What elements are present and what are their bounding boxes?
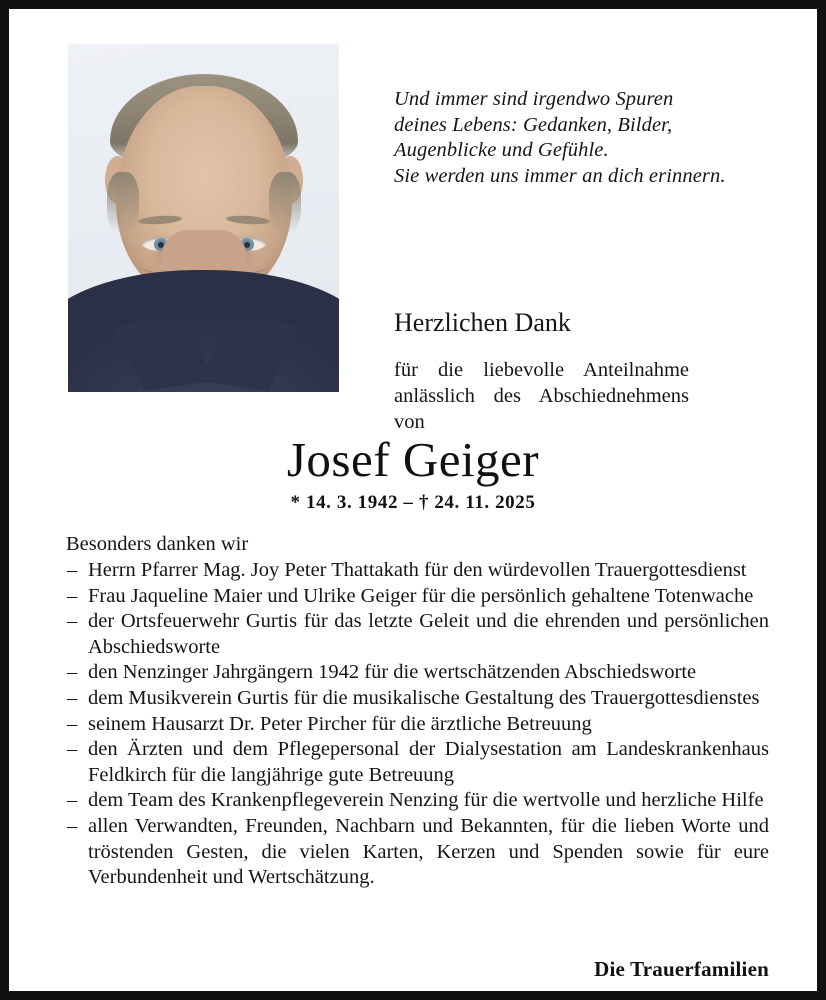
verse-line-2: deines Lebens: Gedanken, Bilder, [394,113,673,136]
thanks-list-item-text: allen Verwandten, Freunden, Nachbarn und Bekannten, für die lieben Worte und tröstenden Gesten, die vielen Karten, Kerzen und Spenden sowie für eure Verbundenheit und Wertschätzung. [88,814,769,889]
thanks-list-item-text: Herrn Pfarrer Mag. Joy Peter Thattakath für den würdevollen Trauergottesdienst [88,559,747,581]
list-bullet-dash: – [67,686,78,709]
thanks-list-item [66,686,769,712]
thanks-heading: Herzlichen Dank [394,308,571,337]
hair-side-left [107,172,139,234]
thanks-subtitle: für die liebevolle Anteilnahme anlässlich des Abschiednehmens von [394,359,689,433]
thanks-list-item [66,609,769,660]
thanks-list-item [66,814,769,891]
verse-line-1: Und immer sind irgendwo Spuren [394,88,674,110]
signoff: Die Trauerfamilien [594,957,769,981]
thanks-list-item-text: Frau Jaqueline Maier und Ulrike Geiger für die persönlich gehaltene Totenwache [88,584,754,607]
thanks-list-item-text: den Ärzten und dem Pflegepersonal der Dialysestation am Landeskrankenhaus Feldkirch für die langjährige gute Betreuung [88,738,769,786]
verse-line-4: Sie werden uns immer an dich erinnern. [394,164,726,187]
memorial-verse [394,87,784,189]
thanks-list-item [66,737,769,788]
list-bullet-dash: – [67,661,78,684]
portrait-illustration [68,44,339,392]
list-intro: Besonders danken wir [66,533,249,555]
list-bullet-dash: – [67,584,78,607]
portrait-photo [68,44,339,392]
thanks-list-item [66,660,769,686]
thanks-list [66,558,769,891]
deceased-dates: * 14. 3. 1942 – † 24. 11. 2025 [290,492,536,513]
list-bullet-dash: – [67,610,78,633]
thanks-list-item [66,788,769,814]
thanks-list-item-text: seinem Hausarzt Dr. Peter Pircher für die ärztliche Betreuung [88,712,592,735]
thanks-list-item-text: dem Team des Krankenpflegeverein Nenzing für die wertvolle und herzliche Hilfe [88,789,764,812]
thanks-list-item [66,712,769,738]
thanks-list-item [66,584,769,610]
eyebrow-left [137,214,181,225]
hair-side-right [269,172,301,234]
deceased-name: Josef Geiger [286,432,540,487]
list-bullet-dash: – [67,814,78,837]
list-bullet-dash: – [67,738,78,761]
thanks-list-item-text: den Nenzinger Jahrgängern 1942 für die wertschätzenden Abschiedsworte [88,661,697,684]
verse-line-3: Augenblicke und Gefühle. [394,139,609,161]
list-bullet-dash: – [67,789,78,812]
thanks-list-item [66,558,769,584]
thanks-list-item-text: dem Musikverein Gurtis für die musikalische Gestaltung des Trauergottesdienstes [88,686,760,709]
list-bullet-dash: – [67,712,78,735]
notice-sheet [9,9,817,991]
thanks-list-item-text: der Ortsfeuerwehr Gurtis für das letzte Geleit und die ehrenden und persönlichen Abschiedsworte [88,610,769,658]
list-bullet-dash: – [67,559,78,581]
eyebrow-right [225,214,269,225]
